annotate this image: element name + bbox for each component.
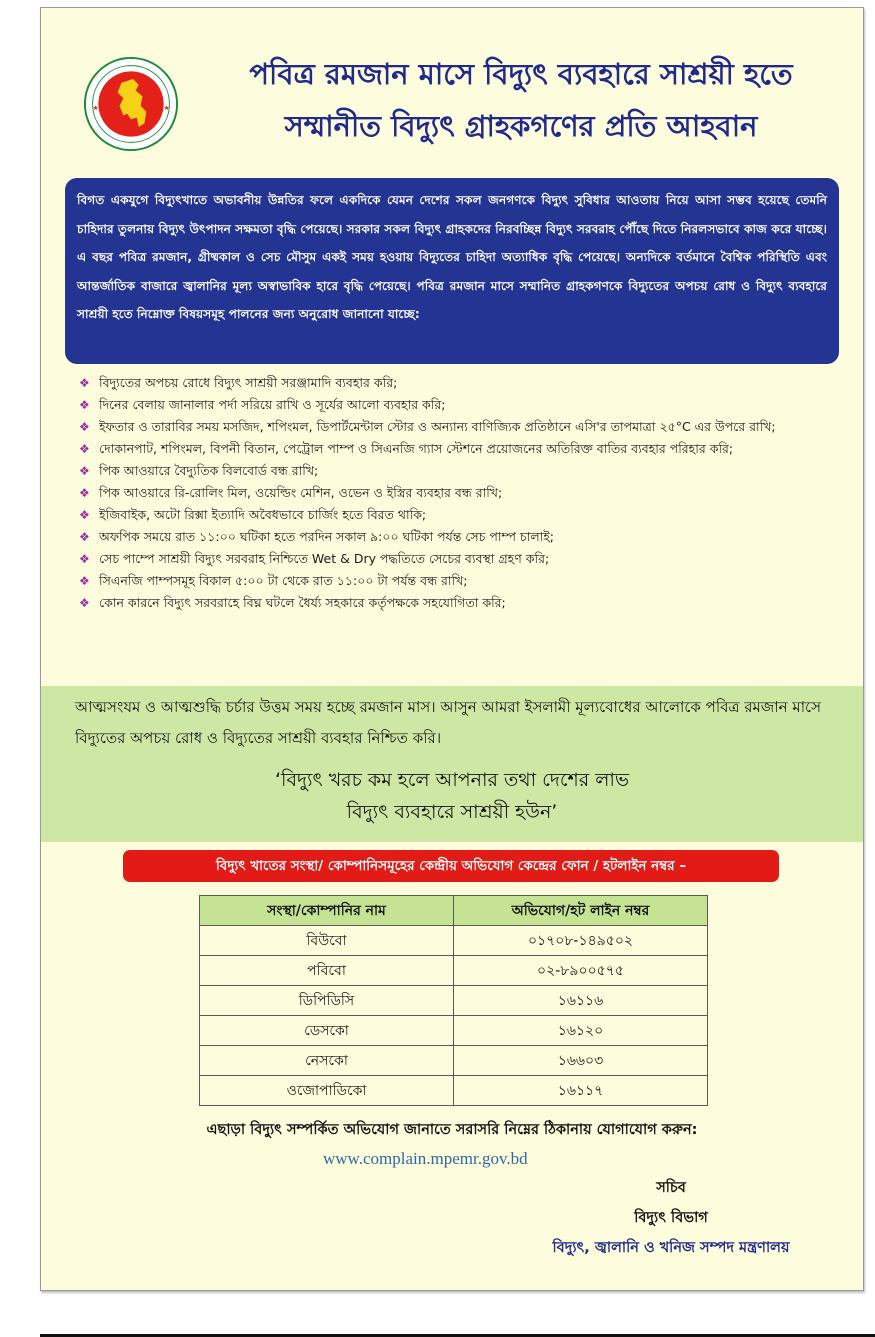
list-item: ❖ বিদ্যুতের অপচয় রোধে বিদ্যুৎ সাশ্রয়ী সরঞ্জামাদি ব্যবহার করি; — [79, 375, 398, 390]
slogan — [41, 764, 863, 828]
diamond-bullet-icon: ❖ — [79, 508, 90, 522]
hotline-number-cell: ১৬১১৭ — [454, 1076, 708, 1106]
list-item: ❖ কোন কারনে বিদ্যুৎ সরবরাহে বিঘ্ন ঘটলে ধৈর্য্য সহকারে কর্তৃপক্ষকে সহযোগিতা করি; — [79, 595, 506, 610]
list-item: ❖ সেচ পাম্পে সাশ্রয়ী বিদ্যুৎ সরবরাহ নিশ্চিতে Wet & Dry পদ্ধতিতে সেচের ব্যবস্থা গ্রহণ করি; — [79, 551, 550, 566]
list-item: ❖ ইফতার ও তারাবির সময় মসজিদ, শপিংমল, ডিপার্টমেন্টাল স্টোর ও অন্যান্য বাণিজ্যিক প্রতিষ্ঠানে এসি'র তাপমাত্রা ২৫°C এর উপরে রাখি; — [79, 419, 776, 434]
table-row — [200, 926, 708, 956]
organization-cell: ডেসকো — [200, 1016, 454, 1046]
diamond-bullet-icon: ❖ — [79, 486, 90, 500]
column-header-organization: সংস্থা/কোম্পানির নাম — [200, 896, 454, 926]
table-row — [200, 986, 708, 1016]
organization-cell: ডিপিডিসি — [200, 986, 454, 1016]
list-item: ❖ পিক আওয়ারে বৈদ্যুতিক বিলবোর্ড বন্ধ রাখি; — [79, 463, 319, 478]
diamond-bullet-icon: ❖ — [79, 464, 90, 478]
bangladesh-government-seal-icon — [83, 56, 179, 152]
slogan-line-1: ‘বিদ্যুৎ খরচ কম হলে আপনার তথা দেশের লাভ — [274, 769, 630, 791]
complaint-website-link[interactable]: www.complain.mpemr.gov.bd — [323, 1149, 528, 1168]
title-line-1: পবিত্র রমজান মাসে বিদ্যুৎ ব্যবহারে সাশ্রয়ী হতে — [249, 57, 793, 91]
hotline-number-cell: ০১৭০৮-১৪৯৫০২ — [454, 926, 708, 956]
advice-list — [75, 372, 845, 614]
slogan-line-2: বিদ্যুৎ ব্যবহারে সাশ্রয়ী হউন’ — [346, 801, 558, 823]
hotline-number-cell: ০২-৮৯০০৫৭৫ — [454, 956, 708, 986]
signatory-title: সচিব — [656, 1180, 686, 1196]
organization-cell: পবিবো — [200, 956, 454, 986]
hotline-table — [199, 895, 708, 1106]
list-item: ❖ দোকানপাট, শপিংমল, বিপনী বিতান, পেট্রোল পাম্প ও সিএনজি গ্যাস স্টেশনে প্রয়োজনের অতিরিক্ত বাতির ব্যবহার পরিহার করি; — [79, 441, 734, 456]
advertisement-poster — [40, 7, 864, 1291]
table-row — [200, 1076, 708, 1106]
list-item: ❖ সিএনজি পাম্পসমূহ বিকাল ৫:০০ টা থেকে রাত ১১:০০ টা পর্যন্ত বন্ধ রাখি; — [79, 573, 468, 588]
poster-title — [191, 48, 851, 152]
list-item: ❖ দিনের বেলায় জানালার পর্দা সরিয়ে রাখি ও সূর্যের আলো ব্যবহার করি; — [79, 397, 446, 412]
title-line-2: সম্মানীত বিদ্যুৎ গ্রাহকগণের প্রতি আহবান — [284, 109, 758, 143]
signature-block — [481, 1173, 861, 1263]
list-item: ❖ অফপিক সময়ে রাত ১১:০০ ঘটিকা হতে পরদিন সকাল ৯:০০ ঘটিকা পর্যন্ত সেচ পাম্প চালাই; — [79, 529, 554, 544]
signatory-division: বিদ্যুৎ বিভাগ — [634, 1210, 708, 1226]
diamond-bullet-icon: ❖ — [79, 398, 90, 412]
list-item: ❖ ইজিবাইক, অটো রিক্সা ইত্যাদি অবৈধভাবে চার্জিং হতে বিরত থাকি; — [79, 507, 427, 522]
appeal-section — [41, 686, 863, 842]
diamond-bullet-icon: ❖ — [79, 596, 90, 610]
organization-cell: ওজোপাডিকো — [200, 1076, 454, 1106]
contact-note: এছাড়া বিদ্যুৎ সম্পর্কিত অভিযোগ জানাতে সরাসরি নিম্নের ঠিকানায় যোগাযোগ করুন: — [206, 1122, 698, 1138]
diamond-bullet-icon: ❖ — [79, 376, 90, 390]
hotline-number-cell: ১৬১১৬ — [454, 986, 708, 1016]
hotline-number-cell: ১৬১২০ — [454, 1016, 708, 1046]
diamond-bullet-icon: ❖ — [79, 442, 90, 456]
svg-text:★: ★ — [163, 103, 170, 112]
diamond-bullet-icon: ❖ — [79, 530, 90, 544]
table-row — [200, 1016, 708, 1046]
organization-cell: নেসকো — [200, 1046, 454, 1076]
svg-text:★: ★ — [92, 103, 99, 112]
hotline-number-cell: ১৬৬০৩ — [454, 1046, 708, 1076]
table-row — [200, 1046, 708, 1076]
signatory-ministry: বিদ্যুৎ, জ্বালানি ও খনিজ সম্পদ মন্ত্রণালয় — [552, 1240, 790, 1256]
table-row — [200, 956, 708, 986]
diamond-bullet-icon: ❖ — [79, 574, 90, 588]
hotline-banner: বিদ্যুৎ খাতের সংস্থা/ কোম্পানিসমূহের কেন্দ্রীয় অভিযোগ কেন্দ্রের ফোন / হটলাইন নম্বর – — [123, 850, 779, 882]
table-header-row — [200, 896, 708, 926]
intro-paragraph: বিগত একযুগে বিদ্যুৎখাতে অভাবনীয় উন্নতির ফলে একদিকে যেমন দেশের সকল জনগণকে বিদ্যুৎ সুবিধার আওতায় নিয়ে আসা সম্ভব হয়েছে তেমনি চাহিদার তুলনায় বিদ্যুৎ উৎপাদন সক্ষমতা বৃদ্ধি পেয়েছে। সরকার সকল বিদ্যুৎ গ্রাহকদের নিরবচ্ছিন্ন বিদ্যুৎ সরবরাহ পৌঁছে দিতে নিরলসভাবে কাজ করে যাচ্ছে। এ বছর পবিত্র রমজান, গ্রীষ্মকাল ও সেচ মৌসুম একই সময় হওয়ায় বিদ্যুতের চাহিদা অত্যাধিক বৃদ্ধি পেয়েছে। অন্যদিকে বর্তমানে বৈশ্বিক পরিস্থিতি এবং আন্তর্জাতিক বাজারে জ্বালানির মূল্য অস্বাভাবিক হারে বৃদ্ধি পেয়েছে। পবিত্র রমজান মাসে সম্মানিত গ্রাহকগণকে বিদ্যুতের অপচয় রোধ ও বিদ্যুৎ ব্যবহারে সাশ্রয়ী হতে নিম্নোক্ত বিষয়সমূহ পালনের জন্য অনুরোধ জানানো যাচ্ছে: — [65, 178, 839, 364]
poster-header — [41, 38, 863, 173]
list-item: ❖ পিক আওয়ারে রি-রোলিং মিল, ওয়েল্ডিং মেশিন, ওভেন ও ইস্ত্রির ব্যবহার বন্ধ রাখি; — [79, 485, 503, 500]
organization-cell: বিউবো — [200, 926, 454, 956]
diamond-bullet-icon: ❖ — [79, 552, 90, 566]
appeal-paragraph: আত্মসংযম ও আত্মশুদ্ধি চর্চার উত্তম সময় হচ্ছে রমজান মাস। আসুন আমরা ইসলামী মূল্যবোধের আলোকে পবিত্র রমজান মাসে বিদ্যুতের অপচয় রোধ ও বিদ্যুতের সাশ্রয়ী ব্যবহার নিশ্চিত করি। — [75, 698, 821, 747]
column-header-hotline-number: অভিযোগ/হট লাইন নম্বর — [454, 896, 708, 926]
diamond-bullet-icon: ❖ — [79, 420, 90, 434]
